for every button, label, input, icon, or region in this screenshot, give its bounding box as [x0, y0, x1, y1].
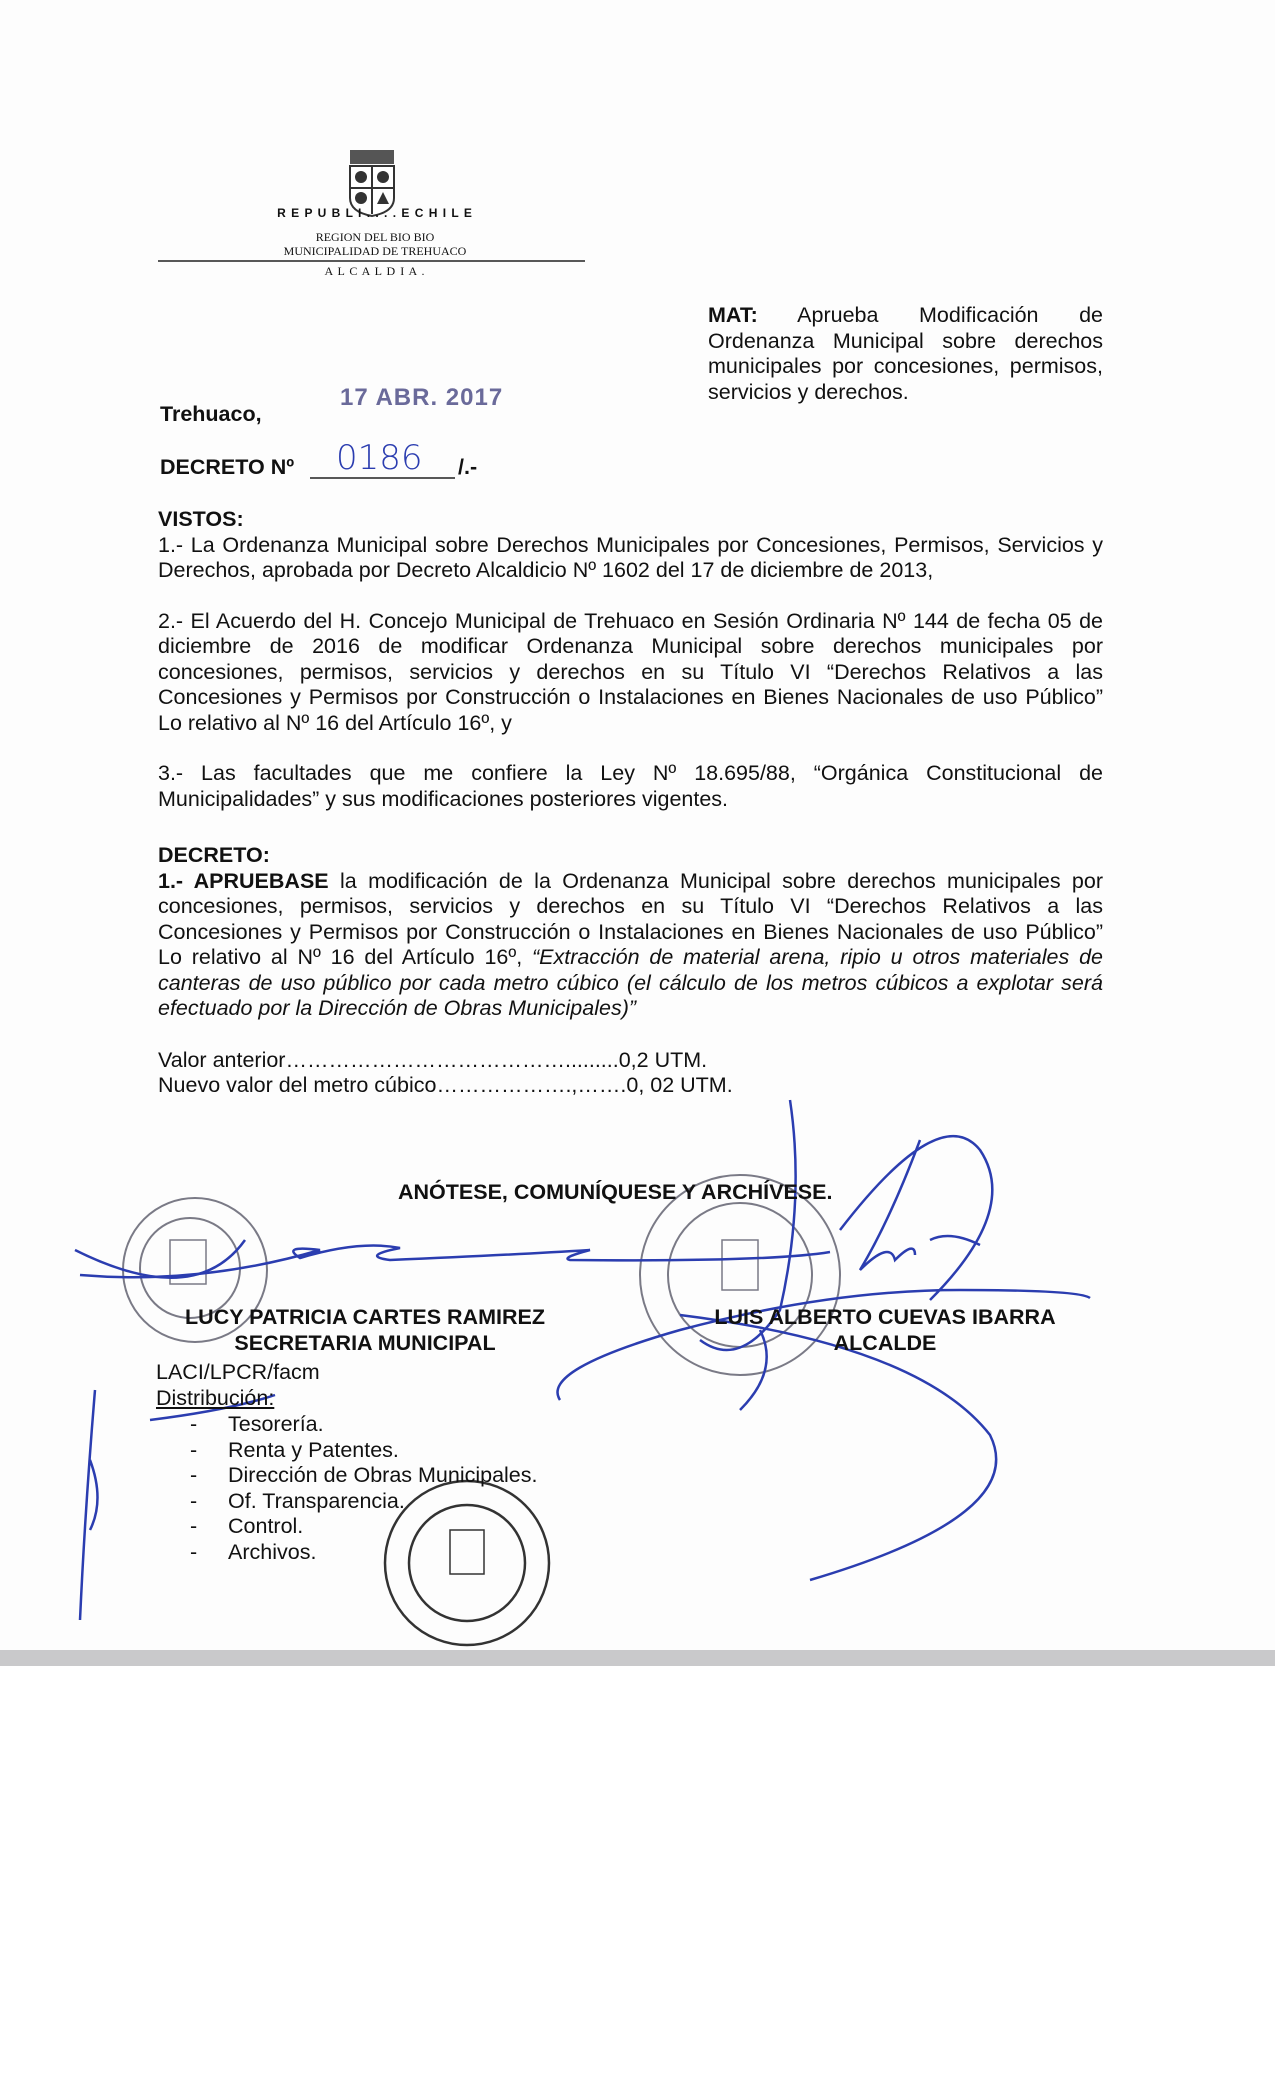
decree-label: DECRETO Nº [160, 455, 295, 479]
decreto-item-label: 1.- APRUEBASE [158, 868, 329, 893]
decreto-item-text: la modificación de la Ordenanza Municipal sobre derechos municipales por concesiones, permisos, servicios y derechos en su Título VI “Derechos Relativos a las Concesiones y Permisos por Construcción o Instalaciones en Bienes Nacionales de uso Público” Lo relativo al Nº 16 del Artículo 16º, [158, 868, 1104, 969]
subject-label: MAT: [708, 303, 758, 327]
initials: LACI/LPCR/facm [156, 1360, 320, 1384]
decreto-item-1 [158, 869, 1103, 1022]
vistos-section [158, 507, 1103, 812]
vistos-title: VISTOS: [158, 507, 244, 531]
closing: ANÓTESE, COMUNÍQUESE Y ARCHÍVESE. [398, 1180, 833, 1204]
distribution-item: - Tesorería. [190, 1412, 324, 1436]
date-stamp: 17 ABR. 2017 [340, 384, 504, 411]
place: Trehuaco, [160, 402, 262, 426]
subject-block [708, 303, 1103, 405]
previous-value: Valor anterior………………………………….........0,2 UTM. [158, 1047, 708, 1072]
decreto-item-italic: “Extracción de material arena, ripio u otros materiales de canteras de uso público por cada metro cúbico (el cálculo de los metros cúbicos a explotar será efectuado por la Dirección de Obras Municipales)” [158, 945, 1103, 1020]
vistos-item-3: 3.- Las facultades que me confiere la Ley Nº 18.695/88, “Orgánica Constitucional de Municipalidades” y sus modificaciones posteriores vigentes. [158, 761, 1103, 811]
distribution-item: - Archivos. [190, 1539, 317, 1564]
signatory-name: LUIS ALBERTO CUEVAS IBARRA [714, 1305, 1056, 1329]
signatory-secretaria [170, 1305, 560, 1356]
vistos-item-1: 1.- La Ordenanza Municipal sobre Derechos Municipales por Concesiones, Permisos, Servicios y Derechos, aprobada por Decreto Alcaldicio Nº 1602 del 17 de diciembre de 2013, [158, 532, 1103, 582]
signatory-role: SECRETARIA MUNICIPAL [234, 1330, 496, 1355]
header-municipality: MUNICIPALIDAD DE TREHUACO [283, 244, 467, 258]
distribution-item: - Of. Transparencia. [190, 1488, 405, 1513]
new-value: Nuevo valor del metro cúbico……………….,…….0, 02 UTM. [158, 1073, 733, 1097]
decree-number: 0186 [336, 438, 423, 478]
distribution-title: Distribución: [156, 1386, 275, 1410]
distribution-list [190, 1412, 538, 1565]
header-country: R E P U B L I . . . . E C H I L E [277, 206, 473, 220]
distribution-item: - Dirección de Obras Municipales. [190, 1463, 538, 1487]
signatory-name: LUCY PATRICIA CARTES RAMIREZ [185, 1305, 545, 1329]
header-office: A L C A L D I A . [324, 264, 426, 278]
decree-suffix: /.- [458, 455, 478, 479]
distribution-item: - Renta y Patentes. [190, 1437, 399, 1462]
decreto-section [158, 843, 1103, 1099]
distribution-item: - Control. [190, 1514, 304, 1538]
header-region: REGION DEL BIO BIO [315, 230, 435, 244]
signatory-alcalde [690, 1305, 1080, 1356]
subject-text: Aprueba Modificación de Ordenanza Municipal sobre derechos municipales por concesiones, permisos, servicios y derechos. [708, 303, 1103, 404]
vistos-item-2: 2.- El Acuerdo del H. Concejo Municipal de Trehuaco en Sesión Ordinaria Nº 144 de fecha 05 de diciembre de 2016 de modificar Ordenanza Municipal sobre derechos municipales por concesiones, permisos, servicios y derechos en su Título VI “Derechos Relativos a las Concesiones y Permisos por Construcción o Instalaciones en Bienes Nacionales de uso Público” Lo relativo al Nº 16 del Artículo 16º, y [158, 608, 1103, 735]
decreto-title: DECRETO: [158, 843, 270, 867]
signatory-role: ALCALDE [833, 1330, 937, 1355]
